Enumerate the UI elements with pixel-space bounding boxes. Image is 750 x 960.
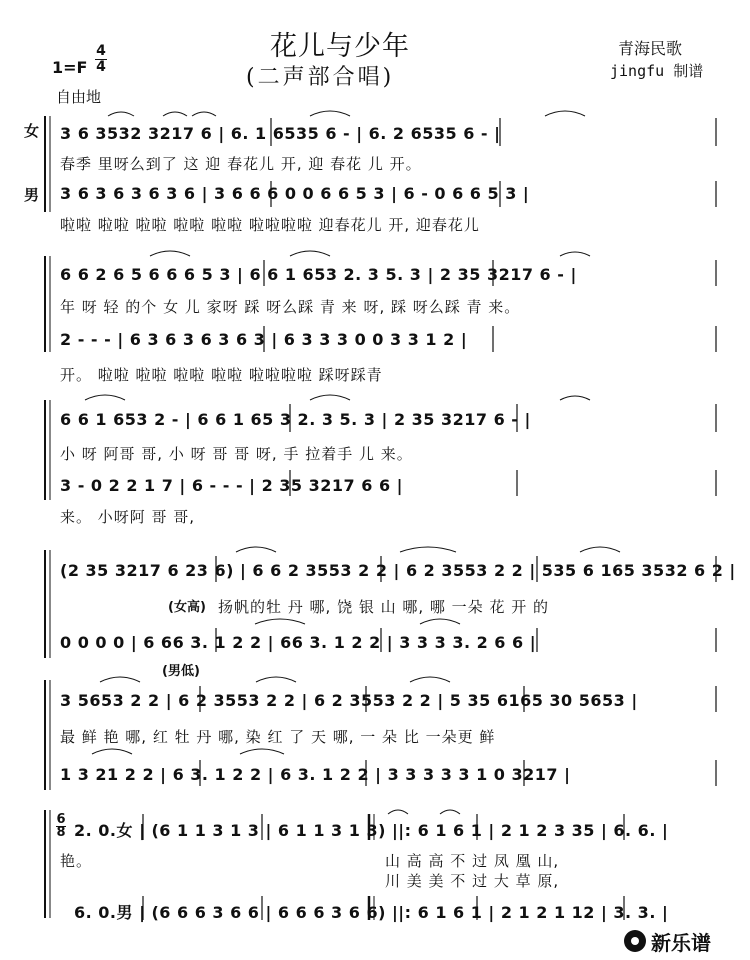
system-6-time-signature bbox=[56, 814, 66, 839]
system-6-upper-notes: 2. 0.女 | (6 1 1 3 1 3 | 6 1 1 3 1 3) ||: 6 1 6 1 | 2 1 2 3 35 | 6. 6. | bbox=[74, 821, 669, 840]
voice-tag-bass: (男低) bbox=[162, 664, 200, 679]
song-title: 花儿与少年 bbox=[270, 31, 410, 62]
system-2-upper-lyrics: 年 呀 轻 的个 女 儿 家呀 踩 呀么踩 青 来 呀, 踩 呀么踩 青 来。 bbox=[60, 298, 521, 316]
system-4-upper-lyrics: 扬帆的牡 丹 哪, 饶 银 山 哪, 哪 一朵 花 开 的 bbox=[218, 598, 549, 616]
key-signature: 1=F bbox=[52, 58, 88, 77]
meter-top: 4 bbox=[96, 43, 106, 59]
system-3-lower-lyrics: 来。 小呀阿 哥 哥, bbox=[60, 508, 196, 526]
song-subtitle: (二声部合唱) bbox=[246, 65, 395, 90]
system-2-lower-lyrics: 开。 啦啦 啦啦 啦啦 啦啦 啦啦啦啦 踩呀踩青 bbox=[60, 366, 383, 384]
system-3-upper-lyrics: 小 呀 阿哥 哥, 小 呀 哥 哥 呀, 手 拉着手 儿 来。 bbox=[60, 445, 413, 463]
system-1-lower-notes: 3 6 3 6 3 6 3 6 | 3 6 6 6 0 0 6 6 5 3 | 6 - 0 6 6 5 3 | bbox=[60, 184, 530, 203]
system-5-lower-notes: 1 3 21 2 2 | 6 3. 1 2 2 | 6 3. 1 2 2 | 3 3 3 3 3 1 0 3217 | bbox=[60, 765, 571, 784]
voice-tag-male: 男 bbox=[24, 186, 40, 204]
system-4-upper-notes: (2 35 3217 6 23 6) | 6 6 2 3553 2 2 | 6 2 3553 2 2 | 535 6 165 3532 6 2 | bbox=[60, 561, 736, 580]
system-2-upper-notes: 6 6 2 6 5 6 6 6 5 3 | 6 6 1 653 2. 3 5. 3 | 2 35 3217 6 - | bbox=[60, 265, 577, 284]
system-6-lower-notes: 6. 0.男 | (6 6 6 3 6 6 | 6 6 6 3 6 6) ||: 6 1 6 1 | 2 1 2 1 12 | 3. 3. | bbox=[74, 903, 669, 922]
system-1-upper-notes: 3 6 3532 3217 6 | 6. 1 6535 6 - | 6. 2 6535 6 - | bbox=[60, 124, 501, 143]
system-6-verse-2-lyrics: 川 美 美 不 过 大 草 原, bbox=[385, 872, 560, 890]
system-5-upper-notes: 3 5653 2 2 | 6 2 3553 2 2 | 6 2 3553 2 2 | 5 35 6165 30 5653 | bbox=[60, 691, 638, 710]
site-logo bbox=[624, 928, 711, 954]
meter-bottom-6: 8 bbox=[56, 825, 66, 840]
composer-label: 青海民歌 bbox=[618, 39, 683, 58]
system-2-lower-notes: 2 - - - | 6 3 6 3 6 3 6 3 | 6 3 3 3 0 0 3 3 1 2 | bbox=[60, 330, 468, 349]
system-5-upper-lyrics: 最 鲜 艳 哪, 红 牡 丹 哪, 染 红 了 天 哪, 一 朵 比 一朵更 鲜 bbox=[60, 728, 496, 746]
time-signature bbox=[95, 44, 107, 75]
voice-tag-female: 女 bbox=[24, 122, 40, 140]
site-logo-text: 新乐谱 bbox=[651, 930, 711, 955]
system-6-upper-lyrics-intro: 艳。 bbox=[60, 852, 93, 870]
voice-tag-soprano: (女高) bbox=[168, 600, 206, 615]
system-6-verse-1-lyrics: 山 高 高 不 过 凤 凰 山, bbox=[385, 852, 560, 870]
meter-bottom: 4 bbox=[96, 59, 106, 75]
transcriber-credit: jingfu 制谱 bbox=[610, 62, 704, 80]
record-icon bbox=[624, 930, 646, 952]
system-3-upper-notes: 6 6 1 653 2 - | 6 6 1 65 3 2. 3 5. 3 | 2 35 3217 6 - | bbox=[60, 410, 531, 429]
system-1-upper-lyrics: 春季 里呀么到了 这 迎 春花儿 开, 迎 春花 儿 开。 bbox=[60, 155, 422, 173]
system-1-lower-lyrics: 啦啦 啦啦 啦啦 啦啦 啦啦 啦啦啦啦 迎春花儿 开, 迎春花儿 bbox=[60, 216, 480, 234]
tempo-marking: 自由地 bbox=[56, 88, 102, 106]
system-4-lower-notes: 0 0 0 0 | 6 66 3. 1 2 2 | 66 3. 1 2 2 | 3 3 3 3. 2 6 6 | bbox=[60, 633, 537, 652]
system-3-lower-notes: 3 - 0 2 2 1 7 | 6 - - - | 2 35 3217 6 6 | bbox=[60, 476, 403, 495]
meter-top-6: 6 bbox=[56, 812, 66, 827]
